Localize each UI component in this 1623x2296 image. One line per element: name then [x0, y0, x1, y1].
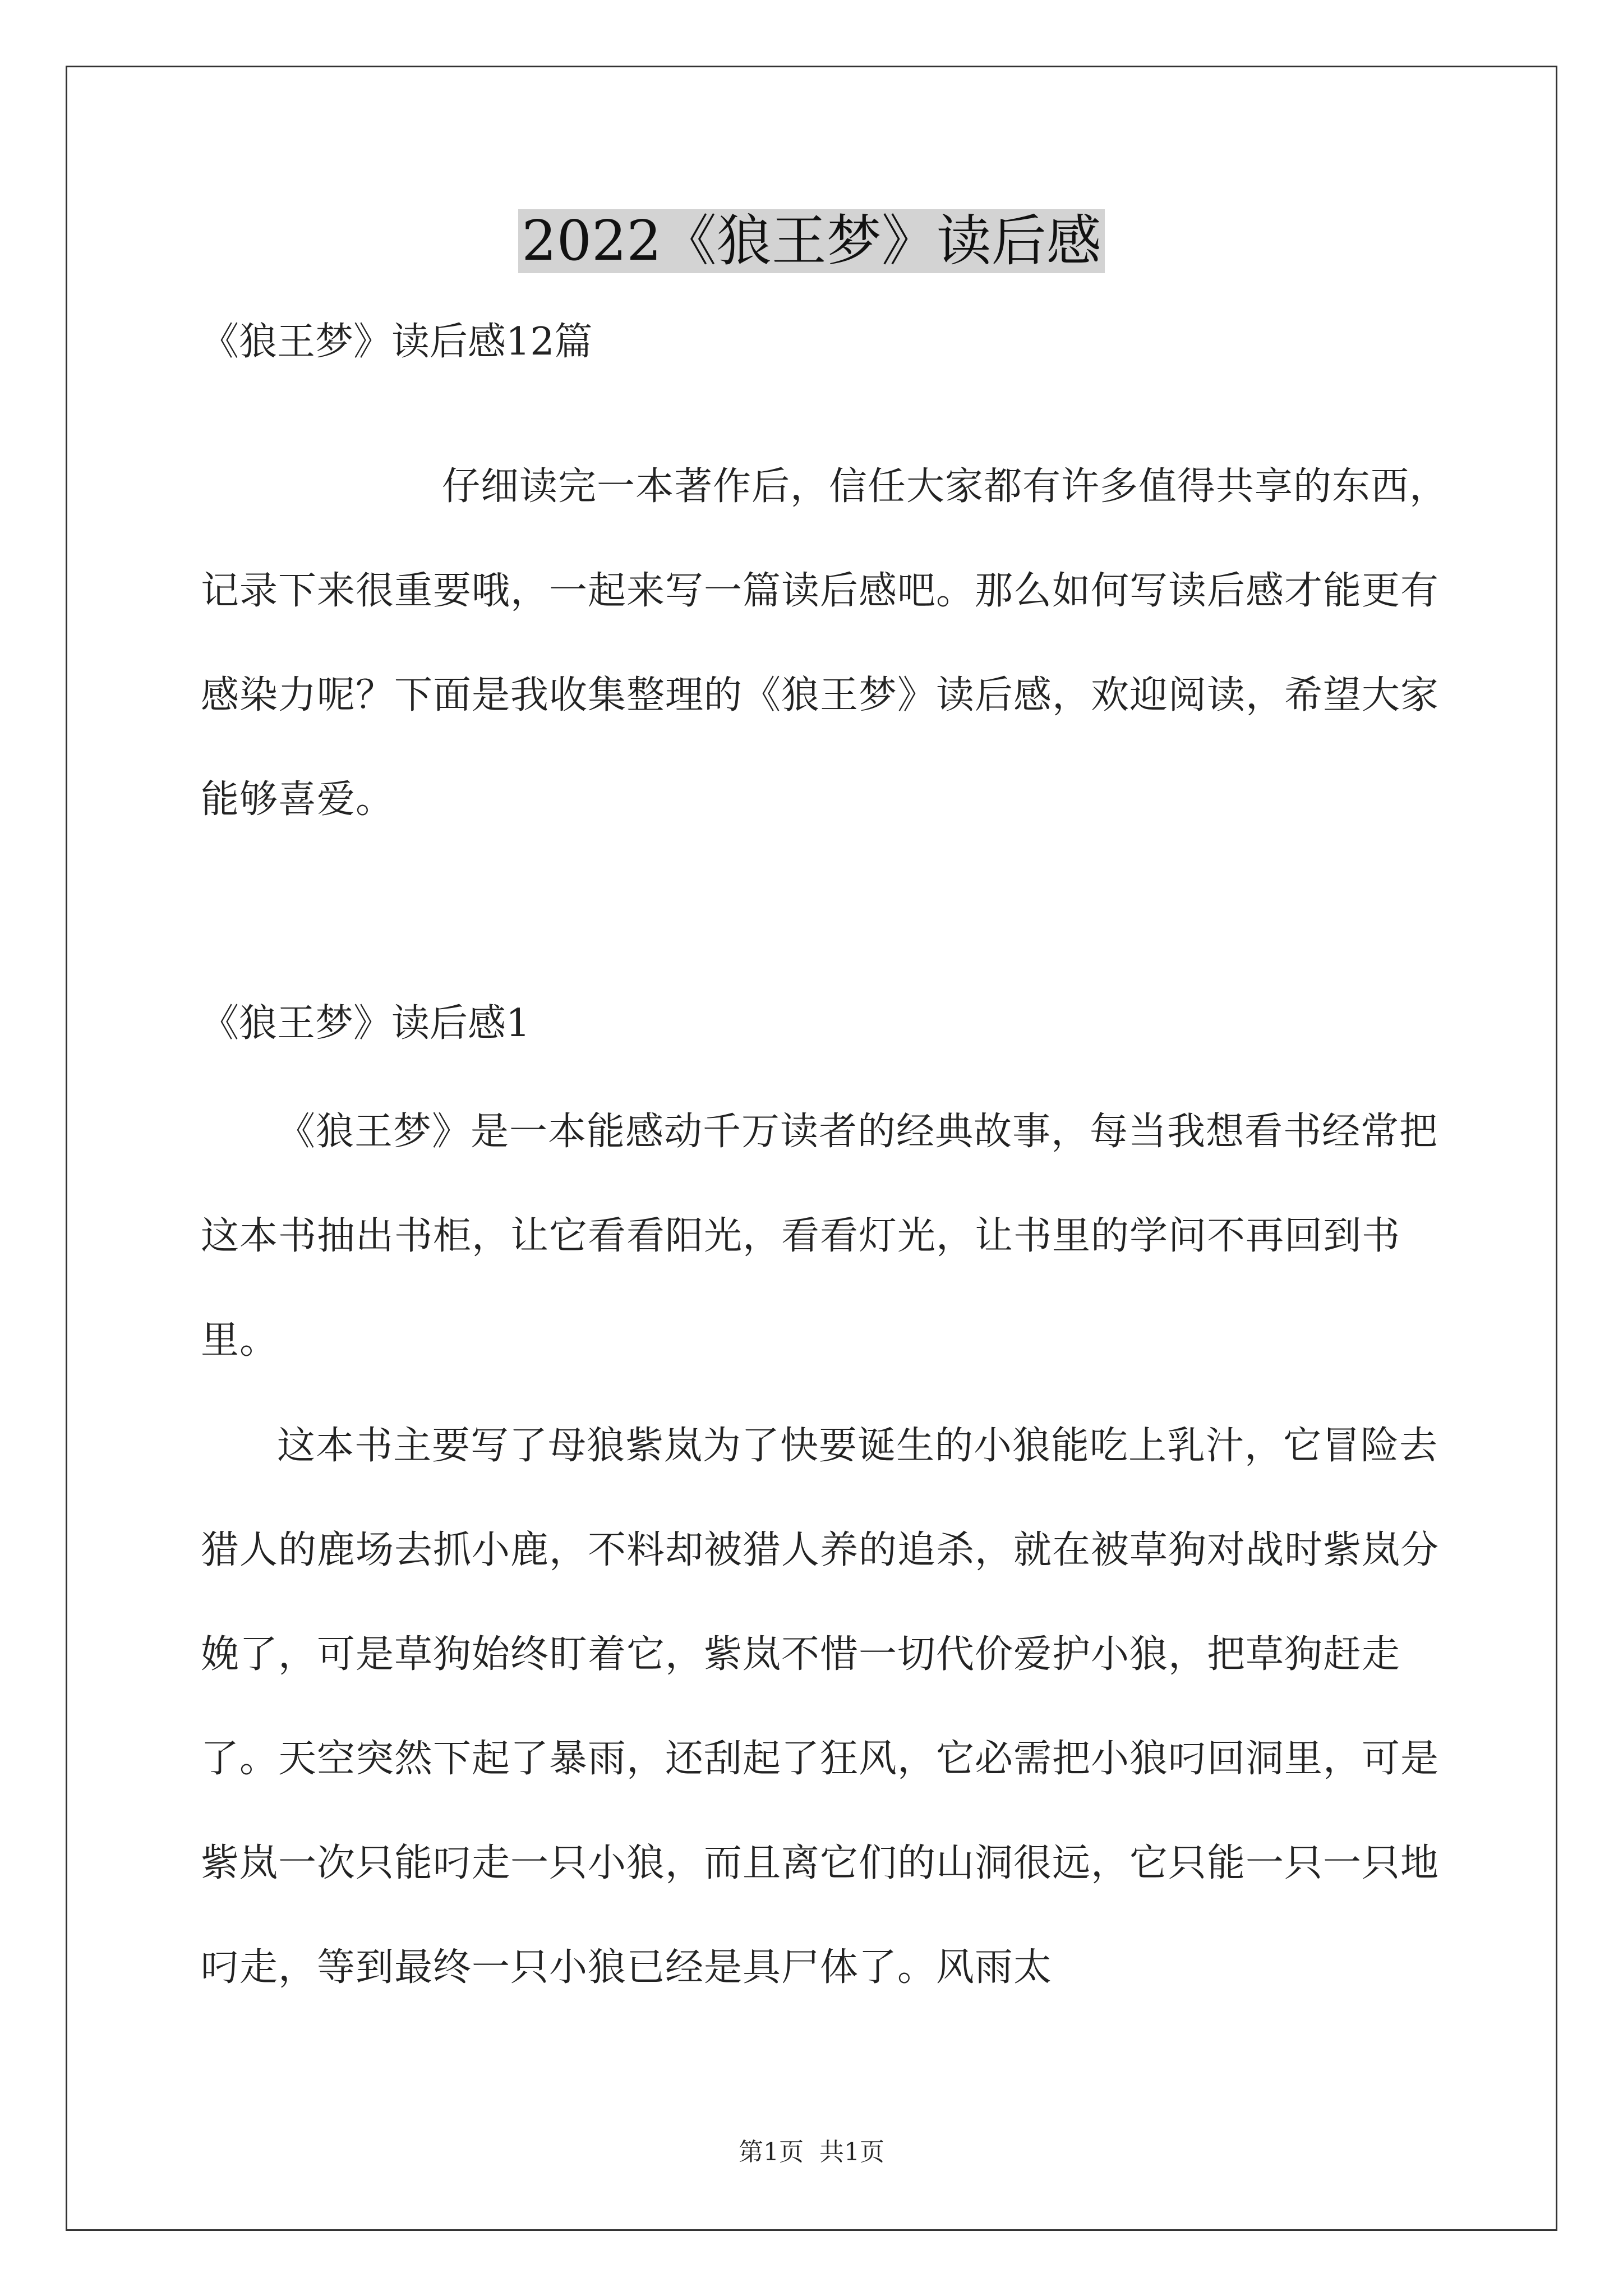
intro-paragraph: 仔细读完一本著作后，信任大家都有许多值得共享的东西，记录下来很重要哦，一起来写一篇读后感吧。那么如何写读后感才能更有感染力呢？下面是我收集整理的《狼王梦》读后感，欢迎阅读，希望大家能够喜爱。 — [201, 464, 1449, 822]
paragraph-2: 这本书主要写了母狼紫岚为了快要诞生的小狼能吃上乳汁，它冒险去猎人的鹿场去抓小鹿，不料却被猎人养的追杀，就在被草狗对战时紫岚分娩了，可是草狗始终盯着它，紫岚不惜一切代价爱护小狼，把草狗赶走了。天空突然下起了暴雨，还刮起了狂风，它必需把小狼叼回洞里，可是紫岚一次只能叼走一只小狼，而且离它们的山洞很远，它只能一只一只地叼走，等到最终一只小狼已经是具尸体了。风雨太 — [201, 1424, 1440, 1990]
document-title-text: 2022《狼王梦》读后感 — [518, 209, 1104, 273]
section-heading-1: 《狼王梦》读后感1 — [201, 1001, 531, 1046]
document-title — [0, 199, 1623, 283]
paragraph-1: 《狼王梦》是一本能感动千万读者的经典故事，每当我想看书经常把这本书抽出书柜，让它看看阳光，看看灯光，让书里的学问不再回到书里。 — [201, 1110, 1438, 1363]
page-total: 共1页 — [819, 2138, 884, 2166]
document-subtitle: 《狼王梦》读后感12篇 — [201, 320, 593, 364]
page-footer — [0, 2132, 1623, 2168]
page-number: 第1页 — [739, 2138, 804, 2166]
